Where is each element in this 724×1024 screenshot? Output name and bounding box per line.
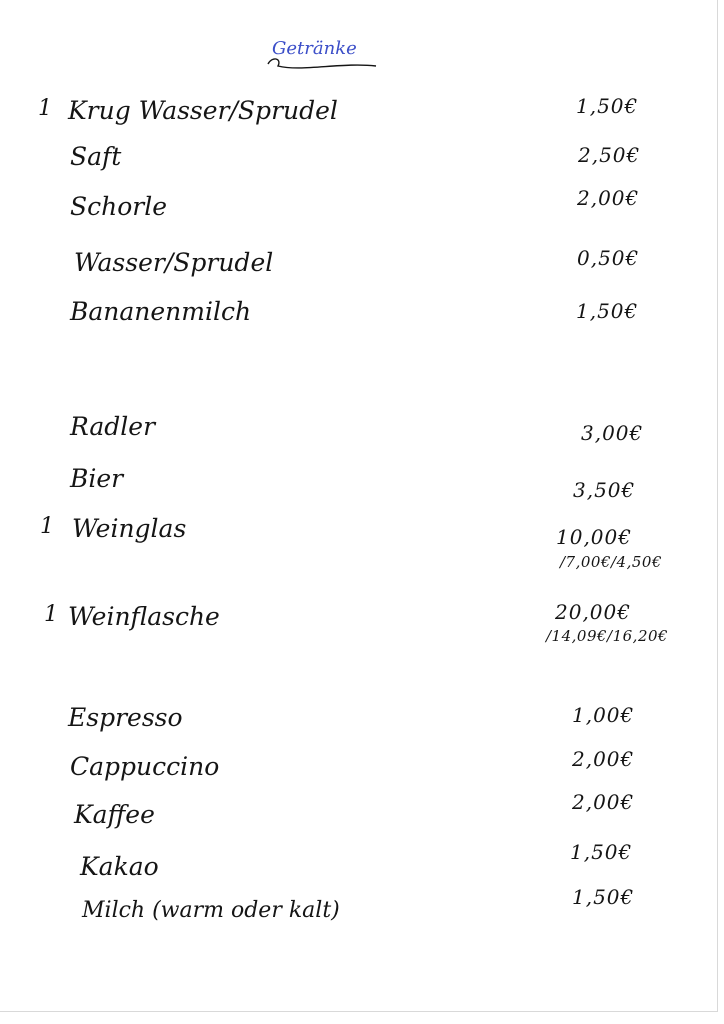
title-flourish-icon [262, 50, 382, 74]
item-subprice: /14,09€/16,20€ [546, 627, 669, 645]
item-name: Espresso [68, 703, 183, 732]
item-name: Schorle [70, 192, 168, 221]
item-name: Cappuccino [70, 752, 220, 781]
item-name: Weinglas [72, 514, 187, 543]
item-price: 1,50€ [576, 299, 639, 323]
item-price: 2,00€ [572, 790, 635, 814]
item-subprice: /7,00€/4,50€ [560, 553, 662, 571]
item-price: 20,00€ [555, 600, 631, 624]
item-name: Weinflasche [68, 602, 220, 631]
item-price: 3,50€ [573, 478, 636, 502]
item-name: Krug Wasser/Sprudel [68, 96, 338, 125]
item-name: Bananenmilch [70, 297, 252, 326]
item-price: 1,50€ [572, 885, 635, 909]
item-name: Saft [70, 142, 122, 171]
item-qty: 1 [40, 514, 54, 539]
item-price: 1,50€ [576, 94, 639, 118]
item-price: 2,00€ [572, 747, 635, 771]
item-name: Milch (warm oder kalt) [82, 898, 340, 923]
item-price: 3,00€ [581, 421, 644, 445]
item-price: 0,50€ [577, 246, 640, 270]
menu-title: Getränke [272, 38, 357, 59]
item-qty: 1 [38, 96, 52, 121]
item-name: Kaffee [74, 800, 155, 829]
item-name: Kakao [80, 852, 159, 881]
item-qty: 1 [44, 602, 58, 627]
item-name: Bier [70, 464, 124, 493]
item-price: 1,50€ [570, 840, 633, 864]
item-price: 2,00€ [577, 186, 640, 210]
item-name: Radler [70, 412, 156, 441]
item-name: Wasser/Sprudel [74, 248, 274, 277]
item-price: 10,00€ [556, 525, 632, 549]
item-price: 2,50€ [578, 143, 641, 167]
item-price: 1,00€ [572, 703, 635, 727]
